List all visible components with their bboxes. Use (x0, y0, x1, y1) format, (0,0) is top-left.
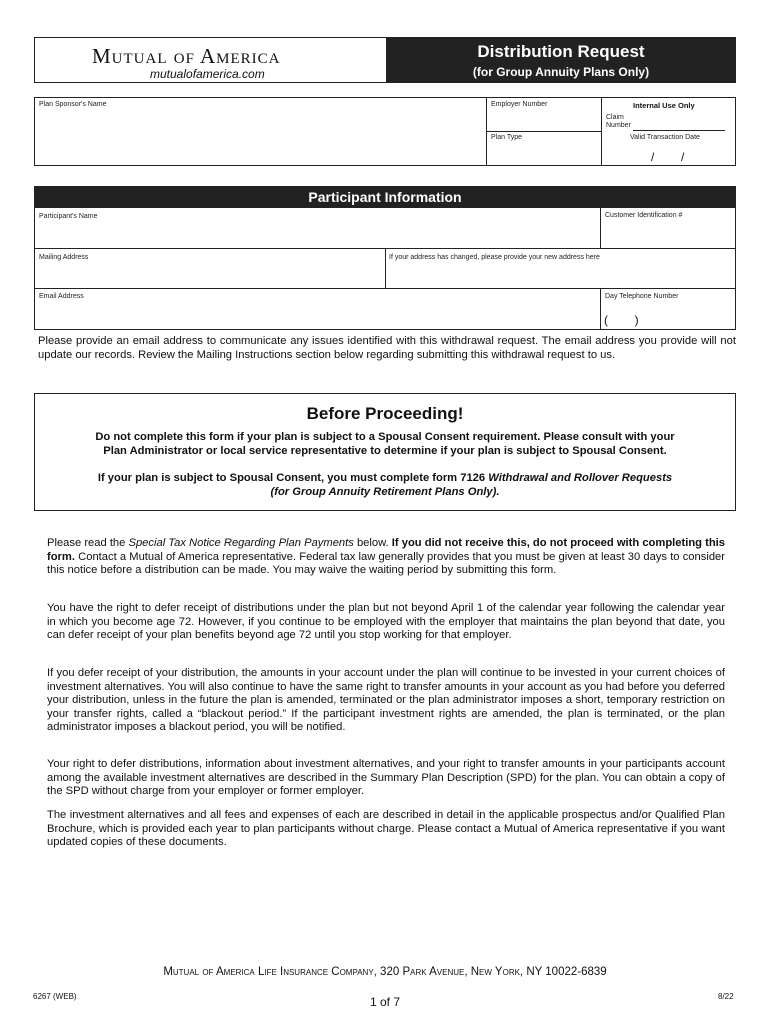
revision-date: 8/22 (718, 992, 734, 1001)
footer-company-address: Mutual of America Life Insurance Company, 320 Park Avenue, New York, NY 10022-6839 (163, 966, 607, 978)
customer-id-field[interactable] (604, 222, 732, 246)
day-phone-field[interactable]: ( ) (604, 313, 639, 327)
valid-transaction-label: Valid Transaction Date (630, 134, 700, 141)
form-title: Distribution Request (477, 42, 645, 61)
before-proceeding-title: Before Proceeding! (306, 404, 464, 423)
plan-type-label: Plan Type (491, 134, 523, 141)
plan-type-field[interactable] (490, 143, 598, 163)
p1-warning: If you did not receive this, do not proceed with completing this form. (47, 537, 725, 563)
paragraph-spd: Your right to defer distributions, information about investment alternatives, and your right to transfer amounts in your participants account among the available investment alternatives are described in the Summary Plan Description (SPD) for the plan. You can obtain a copy of the SPD without charge from your employer or former employer. (47, 758, 725, 797)
p1-text-c: below. (353, 537, 392, 549)
form-id: 6267 (WEB) (33, 992, 77, 1001)
spousal-form-text: If your plan is subject to Spousal Consent, you must complete form 7126 (97, 472, 489, 484)
paragraph-defer-right: You have the right to defer receipt of distributions under the plan but not beyond April 1 of the calendar year following the calendar year in which you become age 72. However, if you continue to be employed with the employer that maintains the plan beyond that date, you can defer receipt of your plan benefits beyond age 72 until you stop working for that employer. (47, 602, 725, 641)
form-7126-scope: (for Group Annuity Retirement Plans Only). (270, 486, 500, 498)
day-phone-label: Day Telephone Number (605, 293, 679, 300)
company-logo: Mutual of America (92, 44, 281, 68)
p1-text-e: Contact a Mutual of America representative. Federal tax law generally provides that you must be given at least 30 days to consider this notice before a distribution can be made. You may waive the waiting period by submitting this form. (47, 550, 725, 576)
company-url: mutualofamerica.com (150, 67, 265, 81)
form-subtitle: (for Group Annuity Plans Only) (472, 65, 650, 79)
email-note: Please provide an email address to communicate any issues identified with this withdrawal request. The email address you provide will not update our records. Review the Mailing Instructions section below regarding submitting this withdrawal request to us. (38, 335, 736, 361)
form-title-block (386, 37, 736, 83)
email-address-field[interactable] (38, 302, 596, 327)
spousal-warning-line-2: Plan Administrator or local service representative to determine if your plan is subject to Spousal Consent. (103, 445, 667, 457)
employer-number-label: Employer Number (491, 101, 548, 108)
paragraph-investment-choices: If you defer receipt of your distribution, the amounts in your account under the plan will continue to be invested in your current choices of investment alternatives. You will also continue to have the same right to transfer amounts in your account as you had before you deferred your distribution, unless in the future the plan is amended, terminated or the plan administrator imposes a short, temporary restriction on your transfer rights, called a “blackout period.” If the participant investment rights are amended, the plan is terminated, or the plan administrator imposes a blackout period, you will be notified. (47, 667, 725, 733)
paragraph-prospectus: The investment alternatives and all fees and expenses of each are described in detail in the applicable prospectus and/or Qualified Plan Brochure, which is provided each year to plan participants without charge. Please contact a Mutual of America representative if you want updated copies of these documents. (47, 809, 725, 848)
plan-sponsor-field[interactable] (38, 110, 482, 162)
page-number: 1 of 7 (369, 995, 401, 1009)
internal-use-label: Internal Use Only (633, 101, 695, 110)
spousal-form-line-1 (35, 471, 735, 485)
mailing-address-field[interactable] (38, 263, 382, 286)
participant-section-title: Participant Information (34, 186, 736, 208)
before-proceeding-box (34, 393, 736, 511)
mailing-address-label: Mailing Address (39, 254, 89, 261)
claim-label: Claim (606, 114, 624, 121)
participant-name-label: Participant's Name (39, 213, 98, 220)
p1-text-a: Please read the (47, 537, 129, 549)
paragraph-special-tax-notice (47, 537, 725, 578)
claim-number-label: Number (606, 122, 631, 129)
new-address-field[interactable] (389, 263, 732, 286)
email-address-label: Email Address (39, 293, 84, 300)
form-7126-name: Withdrawal and Rollover Requests (488, 472, 673, 484)
customer-id-label: Customer Identification # (605, 212, 683, 219)
p1-notice-title: Special Tax Notice Regarding Plan Payments (128, 537, 354, 549)
participant-name-field[interactable] (38, 222, 596, 246)
employer-number-field[interactable] (490, 110, 598, 130)
spousal-form-line-2 (35, 485, 735, 499)
plan-sponsor-label: Plan Sponsor's Name (39, 101, 107, 108)
transaction-date-field[interactable]: / / (651, 150, 685, 164)
spousal-warning-line-1: Do not complete this form if your plan is subject to a Spousal Consent requirement. Please consult with your (95, 431, 675, 443)
new-address-label: If your address has changed, please provide your new address here (389, 254, 600, 261)
